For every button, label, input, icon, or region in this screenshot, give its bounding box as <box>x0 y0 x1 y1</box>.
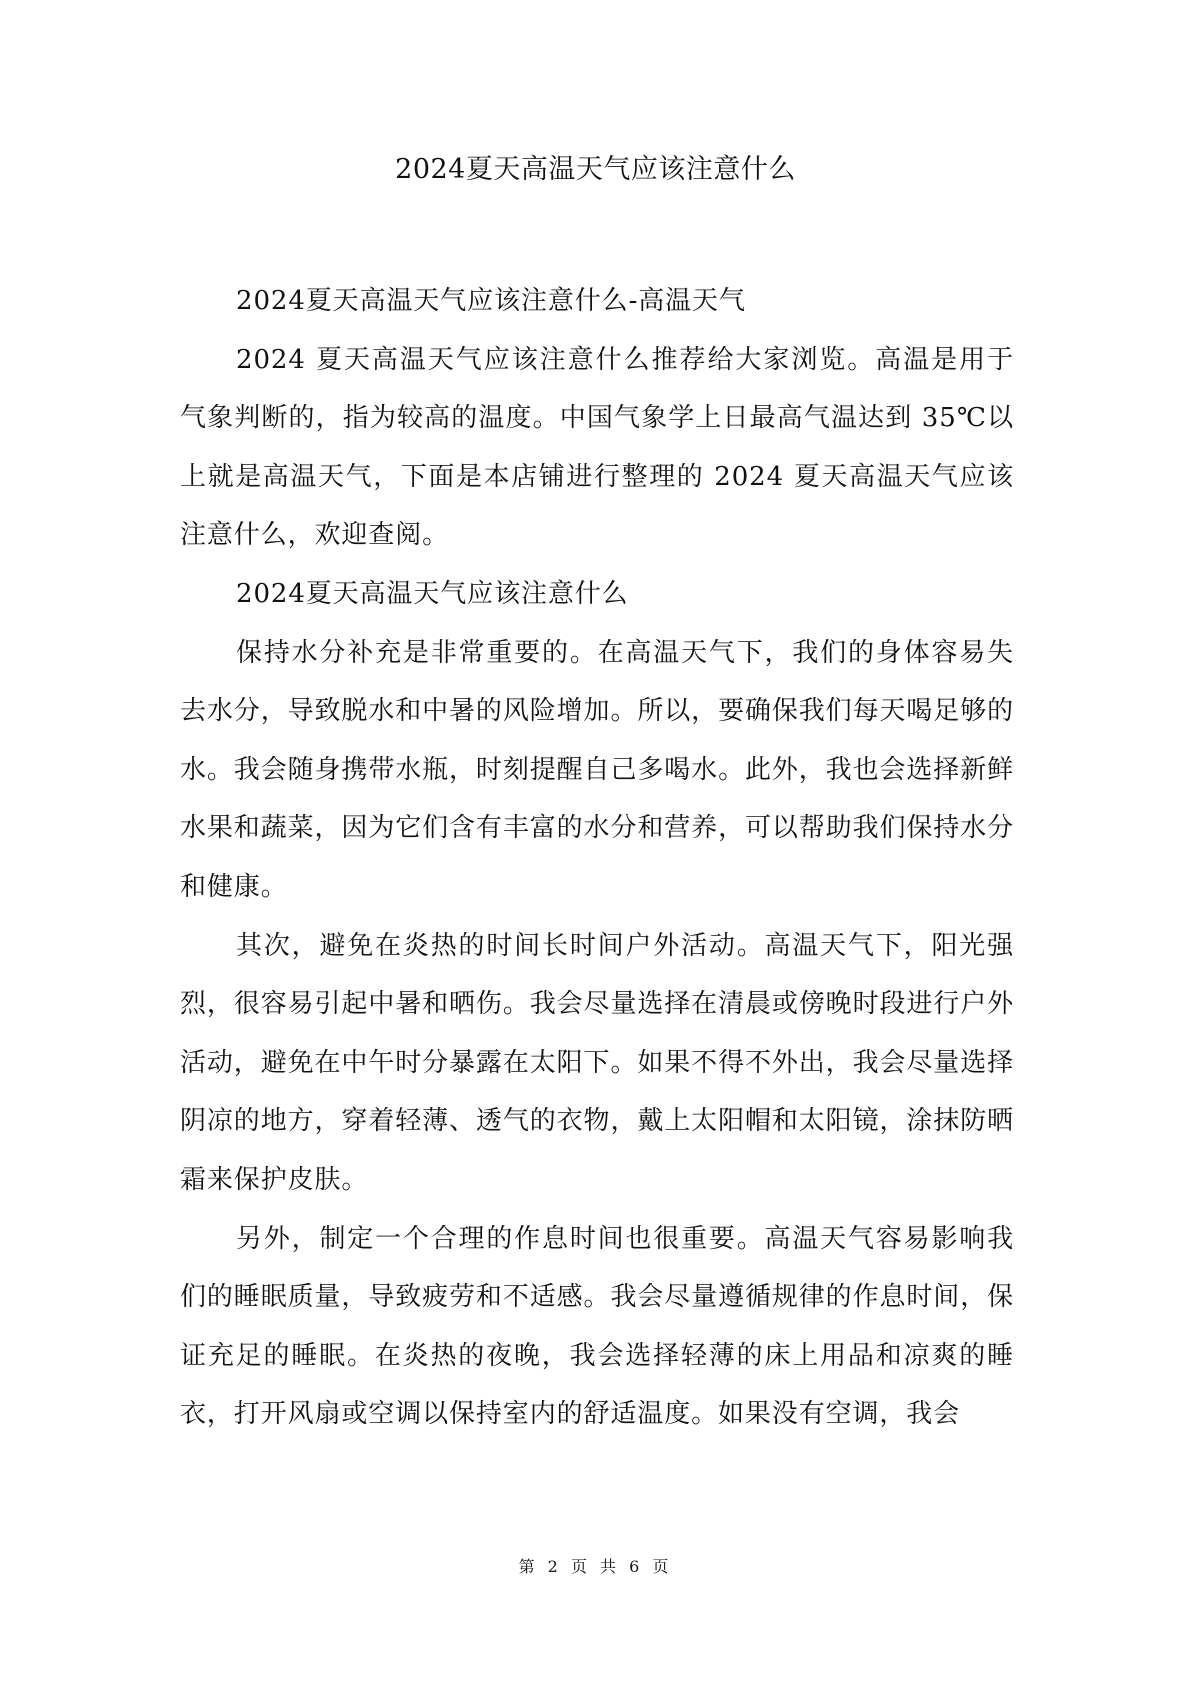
paragraph-section-heading: 2024夏天高温天气应该注意什么 <box>236 578 629 609</box>
paragraph-intro: 2024 夏天高温天气应该注意什么推荐给大家浏览。高温是用于气象判断的，指为较高的温度。中国气象学上日最高气温达到 35℃以上就是高温天气，下面是本店铺进行整理的 2024 夏天高温天气应该注意什么，欢迎查阅。 <box>180 344 1014 551</box>
paragraph-sleep-schedule: 另外，制定一个合理的作息时间也很重要。高温天气容易影响我们的睡眠质量，导致疲劳和不适感。我会尽量遵循规律的作息时间，保证充足的睡眠。在炎热的夜晚，我会选择轻薄的床上用品和凉爽的睡衣，打开风扇或空调以保持室内的舒适温度。如果没有空调，我会 <box>180 1223 1014 1430</box>
paragraph-hydration: 保持水分补充是非常重要的。在高温天气下，我们的身体容易失去水分，导致脱水和中暑的风险增加。所以，要确保我们每天喝足够的水。我会随身携带水瓶，时刻提醒自己多喝水。此外，我也会选择新鲜水果和蔬菜，因为它们含有丰富的水分和营养，可以帮助我们保持水分和健康。 <box>180 637 1014 902</box>
document-title: 2024夏天高温天气应该注意什么 <box>395 154 796 185</box>
paragraph-outdoor-activity: 其次，避免在炎热的时间长时间户外活动。高温天气下，阳光强烈，很容易引起中暑和晒伤。我会尽量选择在清晨或傍晚时段进行户外活动，避免在中午时分暴露在太阳下。如果不得不外出，我会尽量选择阴凉的地方，穿着轻薄、透气的衣物，戴上太阳帽和太阳镜，涂抹防晒霜来保护皮肤。 <box>180 930 1014 1195</box>
document-body <box>180 272 1014 1444</box>
page-number-footer: 第 2 页 共 6 页 <box>518 1557 673 1576</box>
paragraph-subtitle: 2024夏天高温天气应该注意什么-高温天气 <box>236 286 746 316</box>
